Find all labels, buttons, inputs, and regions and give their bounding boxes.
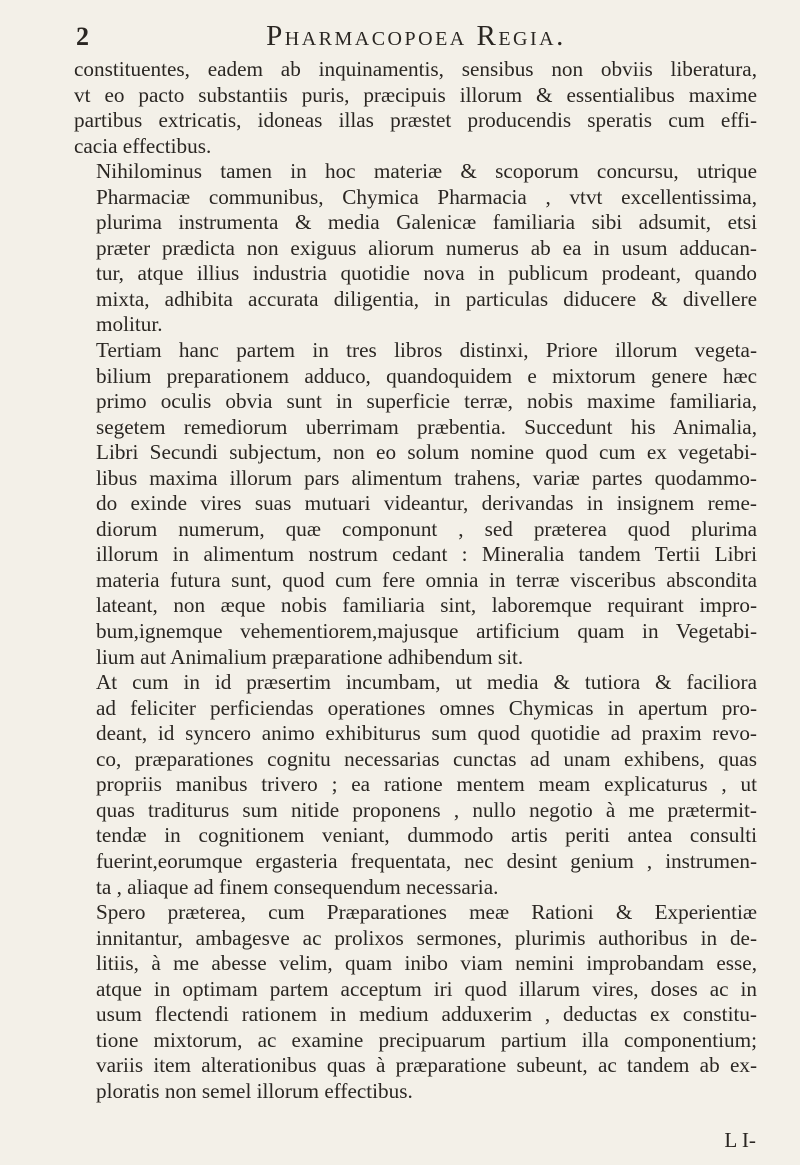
text-line: variis item alterationibus quas à præparatione subeunt, ac tandem ab ex- <box>96 1053 757 1078</box>
text-line: lium aut Animalium præparatione adhibendum sit. <box>96 644 524 669</box>
page-number: 2 <box>76 22 89 51</box>
text-line: tione mixtorum, ac examine precipuarum partium illa componentium; <box>96 1027 757 1052</box>
text-line: ploratis non semel illorum effectibus. <box>96 1078 413 1103</box>
text-line: illorum in alimentum nostrum cedant : Mineralia tandem Tertii Libri <box>96 542 757 567</box>
text-line: tur, atque illius industria quotidie nova in publicum prodeant, quando <box>96 261 757 286</box>
text-line: ta , aliaque ad finem consequendum necessaria. <box>96 874 499 899</box>
paragraph <box>74 57 757 159</box>
text-line: Tertiam hanc partem in tres libros distinxi, Priore illorum vegeta- <box>96 338 757 363</box>
text-line: cacia effectibus. <box>74 133 212 158</box>
text-line: lateant, non æque nobis familiaria sint, laboremque requirant impro- <box>96 593 757 618</box>
text-line: quas traditurus sum nitide proponens , nullo negotio à me prætermit- <box>96 797 757 822</box>
text-line: atque in optimam partem acceptum iri quod illarum vires, doses ac in <box>96 976 757 1001</box>
text-line: litiis, à me abesse velim, quam inibo viam nemini improbandam esse, <box>96 951 757 976</box>
text-line: segetem remediorum uberrimam præbentia. Succedunt his Animalia, <box>96 414 757 439</box>
text-line: propriis manibus trivero ; ea ratione mentem meam explicaturus , ut <box>96 772 757 797</box>
text-line: tendæ in cognitionem veniant, dummodo artis periti antea consulti <box>96 823 757 848</box>
text-line: bum,ignemque vehementiorem,majusque artificium quam in Vegetabi- <box>96 619 757 644</box>
text-line: partibus extricatis, idoneas illas præstet producendis speratis cum effi- <box>74 108 757 133</box>
text-line: mixta, adhibita accurata diligentia, in particulas diducere & divellere <box>96 286 757 311</box>
text-line: præter prædicta non exiguus aliorum numerus ab ea in usum adducan- <box>96 235 757 260</box>
paragraph <box>74 338 757 670</box>
body-text <box>74 57 757 1104</box>
text-line: diorum numerum, quæ componunt , sed præterea quod plurima <box>96 516 757 541</box>
text-line: vt eo pacto substantiis puris, præcipuis illorum & essentialibus maxime <box>74 82 757 107</box>
paragraph <box>74 670 757 900</box>
paragraph <box>74 159 757 338</box>
text-line: materia futura sunt, quod cum fere omnia in terræ visceribus abscondita <box>96 567 757 592</box>
text-line: molitur. <box>96 312 163 337</box>
catchword: L I- <box>724 1128 756 1152</box>
text-line: Libri Secundi subjectum, non eo solum nomine quod cum ex vegetabi- <box>96 440 757 465</box>
text-line: ad feliciter perficiendas operationes omnes Chymicas in apertum pro- <box>96 695 757 720</box>
text-line: constituentes, eadem ab inquinamentis, sensibus non obviis liberatura, <box>74 57 757 81</box>
page-header <box>72 14 752 54</box>
text-line: bilium preparationem adduco, quandoquidem e mixtorum genere hæc <box>96 363 757 388</box>
running-head: Pharmacopoea Regia. <box>266 20 566 52</box>
text-line: usum flectendi rationem in medium adduxerim , deductas ex constitu- <box>96 1002 757 1027</box>
paragraph <box>74 900 757 1104</box>
text-line: primo oculis obvia sunt in superficie terræ, nobis maxime familiaria, <box>96 389 757 414</box>
text-line: deant, id syncero animo exhibiturus sum quod quotidie ad praxim revo- <box>96 721 757 746</box>
text-line: co, præparationes cognitu necessarias cunctas ad unam exhibens, quas <box>96 746 757 771</box>
text-line: plurima instrumenta & media Galenicæ familiaria sibi adsumit, etsi <box>96 210 757 235</box>
text-line: do exinde vires suas mutuari videantur, derivandas in insignem reme- <box>96 491 757 516</box>
text-line: libus maxima illorum pars alimentum trahens, variæ partes quodammo- <box>96 465 757 490</box>
text-line: innitantur, ambagesve ac prolixos sermones, plurimis authoribus in de- <box>96 925 757 950</box>
text-line: At cum in id præsertim incumbam, ut media & tutiora & faciliora <box>96 670 757 695</box>
text-line: Pharmaciæ communibus, Chymica Pharmacia , vtvt excellentissima, <box>96 184 757 209</box>
text-line: Nihilominus tamen in hoc materiæ & scoporum concursu, utrique <box>96 159 757 184</box>
text-line: fuerint,eorumque ergasteria frequentata, nec desint genium , instrumen- <box>96 848 757 873</box>
text-line: Spero præterea, cum Præparationes meæ Rationi & Experientiæ <box>96 900 757 925</box>
